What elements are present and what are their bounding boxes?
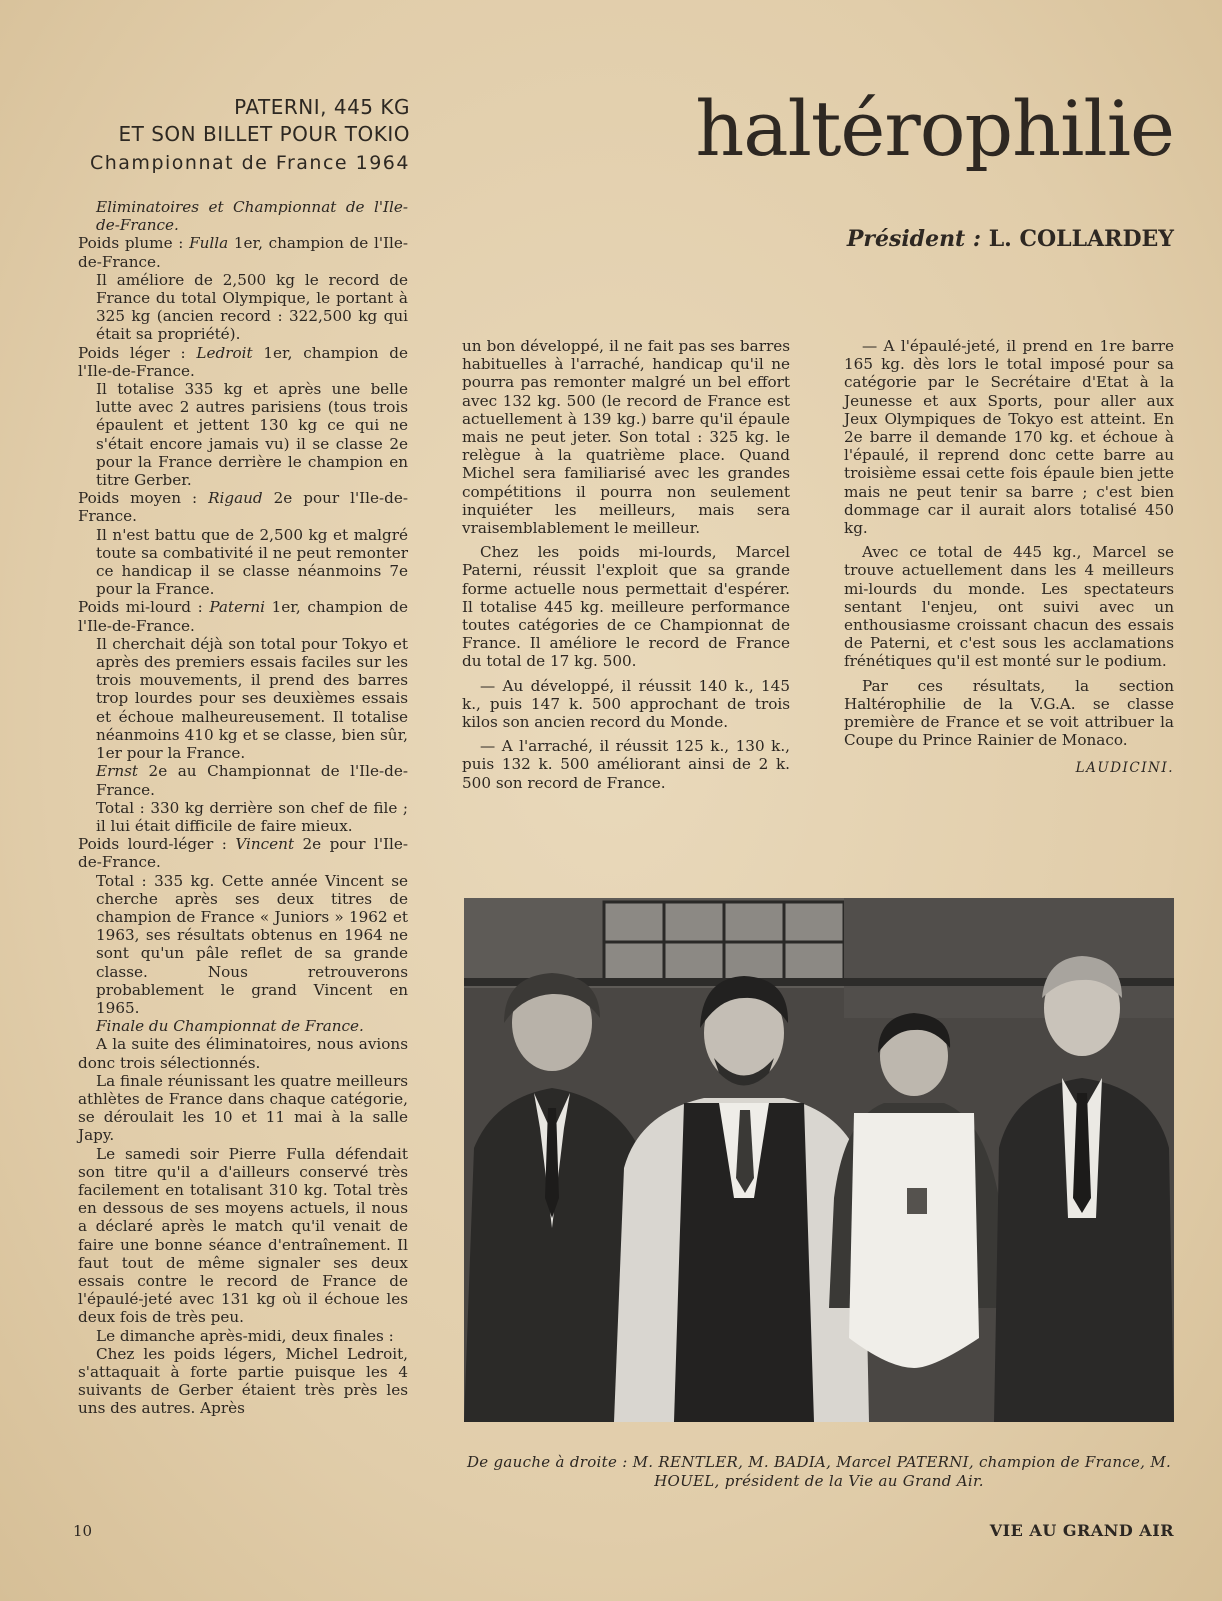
finale-paragraph: La finale réunissant les quatre meilleurs athlètes de France dans chaque catégorie, se déroulait les 10 et 11 mai à la salle Japy. (78, 1071, 408, 1145)
finale-heading: Finale du Championnat de France. (96, 1017, 364, 1036)
president-line (847, 226, 1174, 252)
column2-paragraph: — Au développé, il réussit 140 k., 145 k., puis 147 k. 500 approchant de trois kilos son ancien record du Monde. (462, 676, 790, 732)
column3-paragraph: Avec ce total de 445 kg., Marcel se trouve actuellement dans les 4 meilleurs mi-lourds du monde. Les spectateurs sentant l'enjeu, ont suivi avec un enthousiasme croissant chacun des essais de Paterni, et c'est sous les acclamations frénétiques qu'il est monté sur le podium. (844, 543, 1174, 671)
athlete-name: Ledroit (196, 343, 253, 362)
column2-paragraph: un bon développé, il ne fait pas ses barres habituelles à l'arraché, handicap qu'il ne pourra pas remonter malgré un bel effort avec 132 kg. 500 (le record de France est actuellement à 139 kg.) barre qu'il épaule mais ne peut jeter. Son total : 325 kg. le relègue à la quatrième place. Quand Michel sera familiarisé avec les grandes compétitions il pourra non seulement inquiéter les meilleurs, mais sera vraisemblablement le meilleur. (462, 337, 790, 538)
article-column-1 (78, 198, 408, 1418)
article-title-line1: PATERNI, 445 KG (234, 95, 410, 119)
category-lourd-leger-detail: Total : 335 kg. Cette année Vincent se cherche après ses deux titres de champion de France « Juniors » 1962 et 1963, ses résultats obtenus en 1964 ne sont qu'un pâle reflet de sa grande classe. Nous retrouverons probablement le grand Vincent en 1965. (96, 871, 408, 1017)
category-lourd-leger (78, 835, 408, 871)
category-leger (78, 344, 408, 380)
finale-paragraph: Le dimanche après-midi, deux finales : (96, 1326, 394, 1345)
article-column-3 (844, 337, 1174, 778)
category-ernst-detail: Total : 330 kg derrière son chef de file ; il lui était difficile de faire mieux. (96, 798, 408, 835)
category-moyen-detail: Il n'est battu que de 2,500 kg et malgré toute sa combativité il ne peut remonter ce handicap il se classe néanmoins 7e pour la France. (96, 525, 408, 599)
category-result: 2e pour l'Ile-de-France. (78, 489, 408, 526)
category-mi-lourd-detail: Il cherchait déjà son total pour Tokyo et après des premiers essais faciles sur les trois mouvements, il prend des barres trop lourdes pour ses deuxièmes essais et échoue malheureusement. Il totalise néanmoins 410 kg et se classe, bien sûr, 1er pour la France. (96, 634, 408, 763)
president-name: L. COLLARDEY (988, 226, 1174, 252)
column1-intro: Eliminatoires et Championnat de l'Ile-de-France. (96, 198, 408, 235)
column2-paragraph: — A l'arraché, il réussit 125 k., 130 k., puis 132 k. 500 améliorant ainsi de 2 k. 500 son record de France. (462, 737, 790, 792)
article-title-line2: ET SON BILLET POUR TOKIO (118, 122, 410, 146)
finale-paragraph: Le samedi soir Pierre Fulla défendait son titre qu'il a d'ailleurs conservé très facilement en totalisant 310 kg. Total très en dessous de ses moyens actuels, il nous a déclaré après le match qu'il venait de faire une bonne séance d'entraînement. Il faut tout de même signaler ses deux essais contre le record de France de l'épaulé-jeté avec 131 kg où il échoue les deux fois de très peu. (78, 1144, 408, 1327)
column2-paragraph: Chez les poids mi-lourds, Marcel Paterni, réussit l'exploit que sa grande forme actuelle nous permettait d'espérer. Il totalise 445 kg. meilleure performance toutes catégories de ce Championnat de France. Il améliore le record de France du total de 17 kg. 500. (462, 543, 790, 671)
publication-name: VIE AU GRAND AIR (989, 1521, 1174, 1540)
athlete-name: Ernst (96, 762, 139, 781)
category-result: 1er, champion de l'Ile-de-France. (78, 234, 408, 271)
article-header (78, 94, 410, 178)
athlete-name: Vincent (235, 835, 295, 854)
column3-paragraph: — A l'épaulé-jeté, il prend en 1re barre 165 kg. dès lors le total imposé pour sa catégorie par le Secrétaire d'Etat à la Jeunesse et aux Sports, pour aller aux Jeux Olympiques de Tokyo est atteint. En 2e barre il demande 170 kg. et échoue à l'épaulé, il reprend donc cette barre au troisième essai cette fois épaule bien jette mais ne peut tenir sa barre ; c'est bien dommage car il aurait alors totalisé 450 kg. (844, 337, 1174, 538)
category-mi-lourd (78, 598, 408, 634)
finale-paragraph: Chez les poids légers, Michel Ledroit, s'attaquait à forte partie puisque les 4 suivants de Gerber étaient très près les uns des autres. Après (78, 1344, 408, 1418)
category-moyen (78, 489, 408, 525)
category-label: Poids mi-lourd : (78, 598, 210, 617)
category-plume (78, 234, 408, 270)
category-label: Poids moyen : (78, 489, 209, 508)
article-column-2 (462, 337, 790, 792)
category-leger-detail: Il totalise 335 kg et après une belle lutte avec 2 autres parisiens (tous trois épaulent et jettent 130 kg ce qui ne s'était encore jamais vu) il se classe 2e pour la France derrière le champion en titre Gerber. (96, 380, 408, 490)
category-ernst (78, 762, 408, 798)
category-plume-detail: Il améliore de 2,500 kg le record de France du total Olympique, le portant à 325 kg (ancien record : 322,500 kg qui était sa propriété). (96, 270, 408, 344)
category-label: Poids lourd-léger : (78, 835, 236, 854)
category-label: Poids léger : (78, 343, 197, 362)
category-result: 2e au Championnat de l'Ile-de-France. (96, 762, 408, 799)
category-result: 1er, champion de l'Ile-de-France. (78, 343, 408, 380)
athlete-name: Fulla (189, 234, 229, 253)
page-number: 10 (73, 1522, 93, 1540)
president-label: Président : (846, 226, 982, 252)
column3-paragraph: Par ces résultats, la section Haltérophilie de la V.G.A. se classe première de France et se voit attribuer la Coupe du Prince Rainier de Monaco. (844, 676, 1174, 750)
article-subtitle: Championnat de France 1964 (89, 152, 410, 174)
section-masthead: haltérophilie (695, 84, 1174, 173)
finale-paragraph: A la suite des éliminatoires, nous avions donc trois sélectionnés. (78, 1035, 408, 1072)
group-photo-illustration (464, 898, 1174, 1422)
athlete-name: Paterni (209, 598, 265, 617)
photo-caption: De gauche à droite : M. RENTLER, M. BADIA, Marcel PATERNI, champion de France, M. HOUEL, président de la Vie au Grand Air. (466, 1453, 1172, 1490)
author-signature: LAUDICINI. (1075, 760, 1174, 777)
group-photo (464, 898, 1174, 1422)
category-label: Poids plume : (78, 234, 190, 253)
athlete-name: Rigaud (208, 489, 263, 508)
category-result: 1er, champion de l'Ile-de-France. (78, 598, 409, 635)
category-result: 2e pour l'Ile-de-France. (78, 835, 408, 872)
